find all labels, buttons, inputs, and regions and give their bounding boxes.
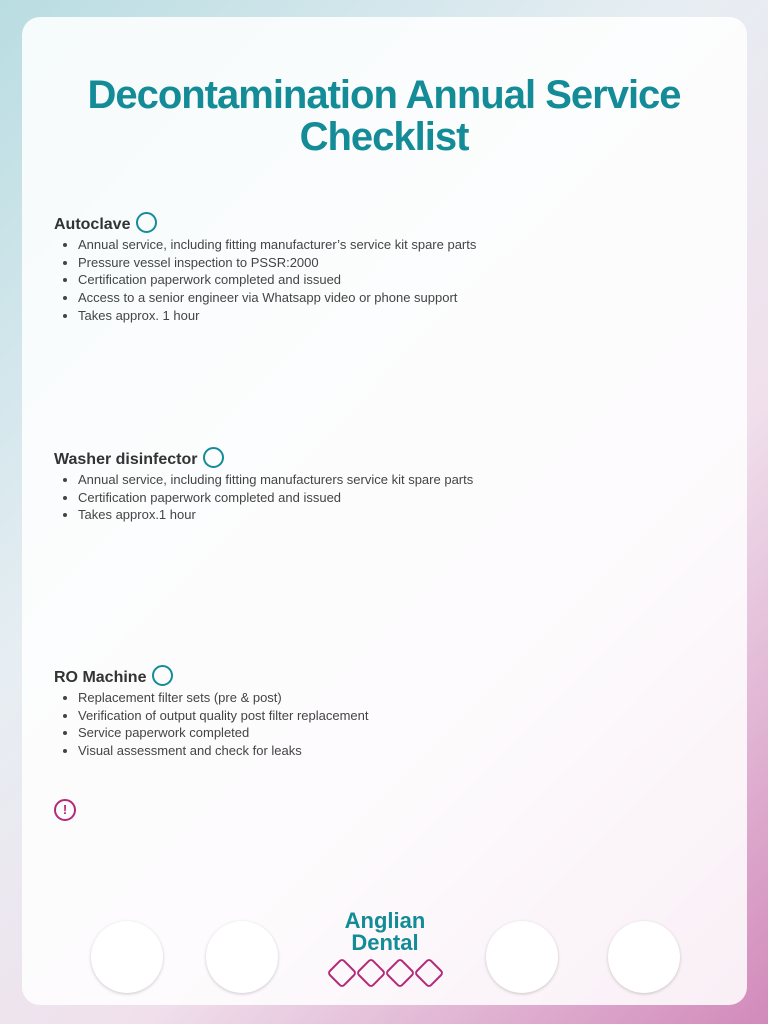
- product-image-ro-unit: [91, 921, 163, 993]
- section-title: Washer disinfector: [54, 451, 198, 468]
- page-title: Decontamination Annual Service Checklist: [87, 73, 681, 159]
- list-item: • Verification of output quality post filter replacement: [78, 707, 369, 725]
- product-image-washer: [206, 921, 278, 993]
- autoclave-section: [54, 212, 476, 325]
- list-item: • Pressure vessel inspection to PSSR:2000: [78, 254, 476, 272]
- ro-machine-section: [54, 665, 369, 760]
- warning-icon: !: [54, 799, 76, 821]
- check-icon: [136, 212, 157, 233]
- list-item: • Replacement filter sets (pre & post): [78, 689, 369, 707]
- list-item: • Annual service, including fitting manufacturer’s service kit spare parts: [78, 236, 476, 254]
- list-item: • Service paperwork completed: [78, 724, 369, 742]
- list-item: • Annual service, including fitting manufacturers service kit spare parts: [78, 471, 473, 489]
- list-item: • Visual assessment and check for leaks: [78, 742, 369, 760]
- anglian-dental-logo: [325, 910, 445, 984]
- product-image-autoclave: [608, 921, 680, 993]
- check-icon: [152, 665, 173, 686]
- washer-disinfector-section: [54, 447, 473, 524]
- list-item: • Certification paperwork completed and issued: [78, 489, 473, 507]
- design-icon: [326, 957, 357, 988]
- equip-icon: [384, 957, 415, 988]
- list-item: • Takes approx. 1 hour: [78, 307, 476, 325]
- list-item: • Takes approx.1 hour: [78, 506, 473, 524]
- product-image-ultrasonic: [486, 921, 558, 993]
- list-item: • Access to a senior engineer via Whatsapp video or phone support: [78, 289, 476, 307]
- maintain-icon: [413, 957, 444, 988]
- brand-name: Anglian: [344, 908, 426, 933]
- section-title: RO Machine: [54, 669, 147, 686]
- build-icon: [355, 957, 386, 988]
- check-icon: [203, 447, 224, 468]
- brand-name-2: Dental: [351, 930, 419, 955]
- list-item: • Certification paperwork completed and issued: [78, 271, 476, 289]
- section-title: Autoclave: [54, 216, 131, 233]
